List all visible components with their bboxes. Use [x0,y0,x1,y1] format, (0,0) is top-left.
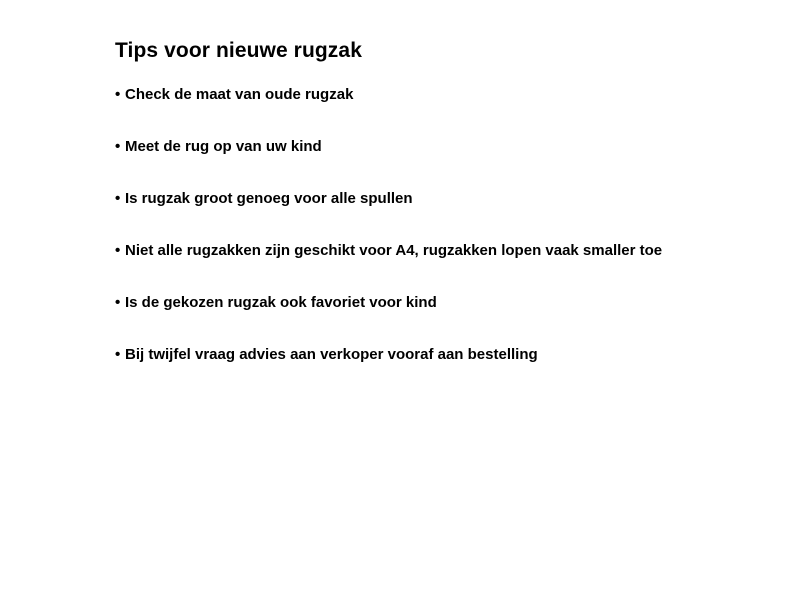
bullet-icon: • [115,294,121,311]
bullet-text: Niet alle rugzakken zijn geschikt voor A4, rugzakken lopen vaak smaller toe [125,242,663,259]
list-item [115,189,662,208]
bullet-text: Check de maat van oude rugzak [125,86,354,103]
bullet-icon: • [115,346,121,363]
bullet-text: Bij twijfel vraag advies aan verkoper vooraf aan bestelling [125,346,538,363]
list-item [115,293,662,312]
bullet-icon: • [115,190,121,207]
bullet-icon: • [115,138,121,155]
list-item [115,345,662,364]
bullet-text: Meet de rug op van uw kind [125,138,322,155]
bullet-icon: • [115,86,121,103]
bullet-text: Is rugzak groot genoeg voor alle spullen [125,190,413,207]
bullet-text: Is de gekozen rugzak ook favoriet voor kind [125,294,437,311]
list-item [115,241,662,260]
bullet-list [115,85,662,397]
bullet-icon: • [115,242,121,259]
page-title: Tips voor nieuwe rugzak [115,39,362,63]
list-item [115,137,662,156]
list-item [115,85,662,104]
